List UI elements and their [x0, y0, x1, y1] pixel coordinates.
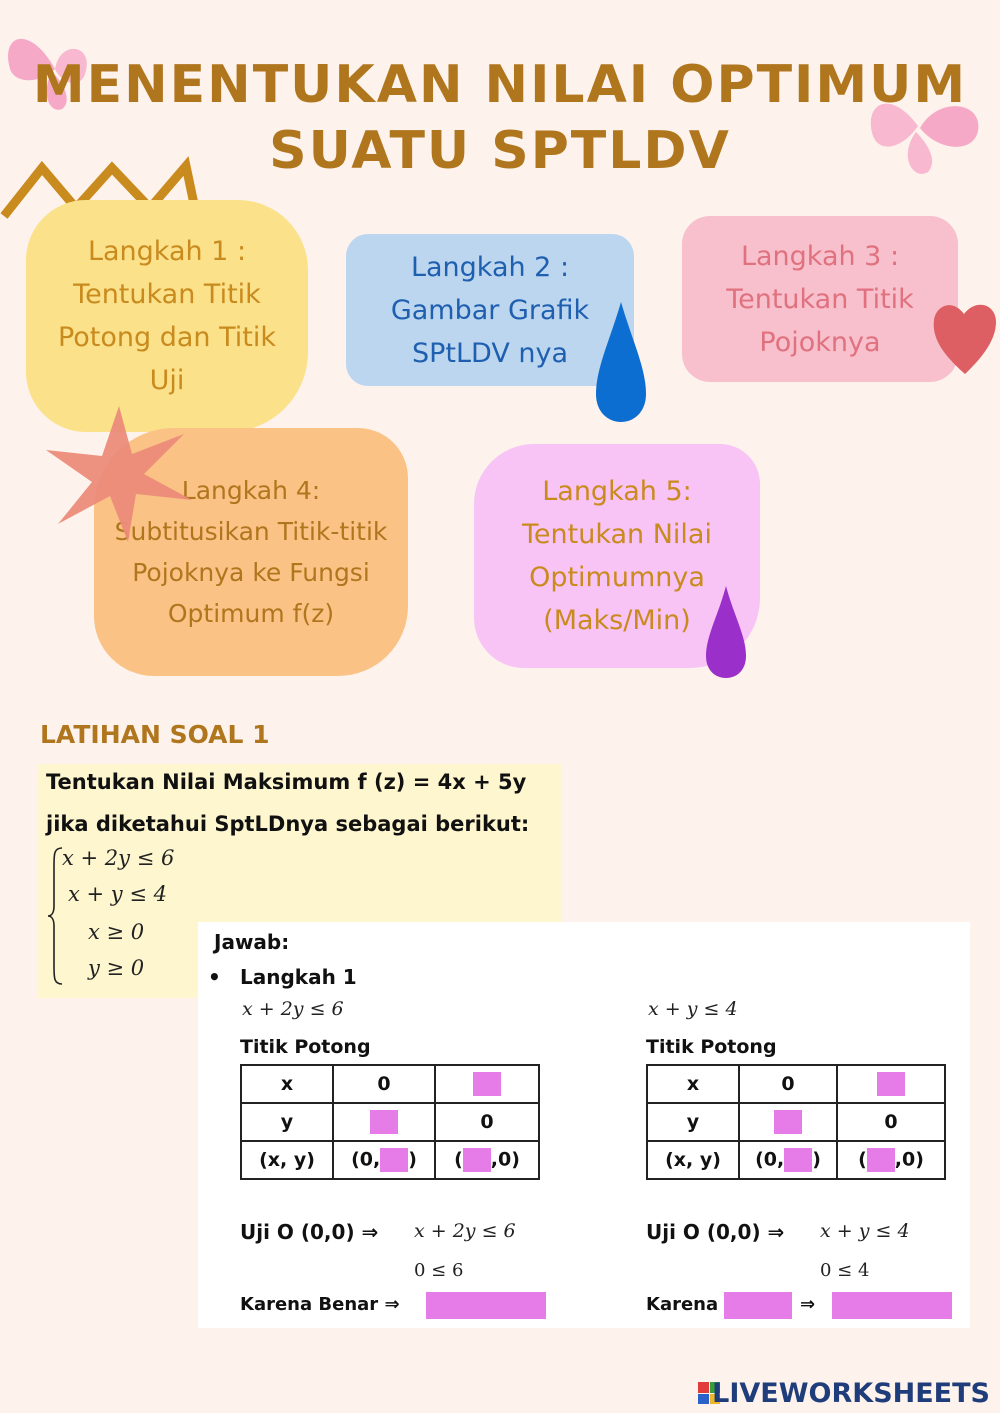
cell: [837, 1065, 945, 1103]
right-arrow: ⇒: [800, 1294, 816, 1315]
cell: [739, 1141, 837, 1179]
right-karena: Karena: [646, 1294, 719, 1315]
answer-label: Jawab:: [214, 930, 290, 954]
right-inequality: x + y ≤ 4: [648, 998, 738, 1020]
cell: [333, 1103, 435, 1141]
table-row: [241, 1103, 539, 1141]
cell: [837, 1141, 945, 1179]
left-uji-result: 0 ≤ 6: [414, 1260, 464, 1281]
cell-text: ,0): [490, 1148, 520, 1171]
heart-icon: [930, 296, 1000, 378]
answer-blank-input[interactable]: [784, 1148, 812, 1172]
cell: [333, 1141, 435, 1179]
cell-text: ,0): [894, 1148, 924, 1171]
step-1-card: [26, 200, 308, 432]
constraint-4: y ≥ 0: [88, 956, 145, 980]
step-2-text: Langkah 2 : Gambar Grafik SPtLDV nya: [390, 251, 590, 369]
page-title-line2: SUATU SPTLDV: [269, 121, 731, 181]
table-row: [647, 1065, 945, 1103]
step-3-card: [682, 216, 958, 382]
cell: x: [647, 1065, 739, 1103]
answer-blank-input[interactable]: [380, 1148, 408, 1172]
cell: [739, 1103, 837, 1141]
cell: 0: [739, 1065, 837, 1103]
answer-blank-input[interactable]: [877, 1072, 905, 1096]
left-conclusion-input[interactable]: [426, 1292, 546, 1319]
answer-blank-input[interactable]: [867, 1148, 895, 1172]
left-inequality: x + 2y ≤ 6: [242, 998, 344, 1020]
cell-text: ): [408, 1148, 417, 1171]
cell: [435, 1141, 539, 1179]
cell: [435, 1065, 539, 1103]
question-line-1: Tentukan Nilai Maksimum f (z) = 4x + 5y: [46, 770, 527, 794]
right-uji-label: Uji O (0,0) ⇒: [646, 1220, 785, 1244]
blue-drop-icon: [594, 300, 648, 424]
starburst-icon: [44, 404, 194, 544]
cell-text: ): [812, 1148, 821, 1171]
step-3-text: Langkah 3 : Tentukan Titik Pojoknya: [726, 240, 914, 358]
cell: (x, y): [647, 1141, 739, 1179]
cell: x: [241, 1065, 333, 1103]
cell: y: [241, 1103, 333, 1141]
right-conclusion-input[interactable]: [832, 1292, 952, 1319]
cell-text: (0,: [351, 1148, 381, 1171]
cell-text: (0,: [755, 1148, 785, 1171]
answer-blank-input[interactable]: [463, 1148, 491, 1172]
purple-drop-icon: [704, 584, 748, 680]
liveworksheets-watermark: LIVEWORKSHEETS: [712, 1378, 990, 1409]
left-titik-potong: Titik Potong: [240, 1036, 371, 1058]
right-reason-input[interactable]: [724, 1292, 792, 1319]
cell-text: (: [858, 1148, 867, 1171]
cell: 0: [837, 1103, 945, 1141]
answer-blank-input[interactable]: [774, 1110, 802, 1134]
table-row: [241, 1141, 539, 1179]
answer-blank-input[interactable]: [370, 1110, 398, 1134]
right-titik-potong: Titik Potong: [646, 1036, 777, 1058]
cell: y: [647, 1103, 739, 1141]
table-row: [647, 1103, 945, 1141]
left-uji-label: Uji O (0,0) ⇒: [240, 1220, 379, 1244]
question-line-2: jika diketahui SptLDnya sebagai berikut:: [46, 812, 530, 836]
constraint-1: x + 2y ≤ 6: [62, 846, 175, 870]
cell: (x, y): [241, 1141, 333, 1179]
cell: 0: [333, 1065, 435, 1103]
cell: 0: [435, 1103, 539, 1141]
page-title-line1: MENENTUKAN NILAI OPTIMUM: [32, 55, 968, 115]
table-row: [241, 1065, 539, 1103]
answer-blank-input[interactable]: [473, 1072, 501, 1096]
right-uji-expr: x + y ≤ 4: [820, 1220, 910, 1242]
bullet: •: [208, 965, 221, 989]
right-intercept-table: [646, 1064, 946, 1180]
step-label: Langkah 1: [240, 965, 357, 989]
constraint-2: x + y ≤ 4: [68, 882, 167, 906]
step-5-text: Langkah 5: Tentukan Nilai Optimumnya (Maks/Min): [522, 476, 712, 636]
left-karena: Karena Benar ⇒: [240, 1294, 400, 1315]
cell-text: (: [454, 1148, 463, 1171]
step-2-card: [346, 234, 634, 386]
constraint-3: x ≥ 0: [88, 920, 145, 944]
step-1-text: Langkah 1 : Tentukan Titik Potong dan Titik Uji: [57, 236, 277, 396]
step-4-text: Langkah 4: Subtitusikan Titik-titik Pojoknya ke Fungsi Optimum f(z): [114, 476, 388, 628]
exercise-heading: LATIHAN SOAL 1: [40, 720, 270, 749]
left-intercept-table: [240, 1064, 540, 1180]
left-uji-expr: x + 2y ≤ 6: [414, 1220, 516, 1242]
table-row: [647, 1141, 945, 1179]
right-uji-result: 0 ≤ 4: [820, 1260, 870, 1281]
